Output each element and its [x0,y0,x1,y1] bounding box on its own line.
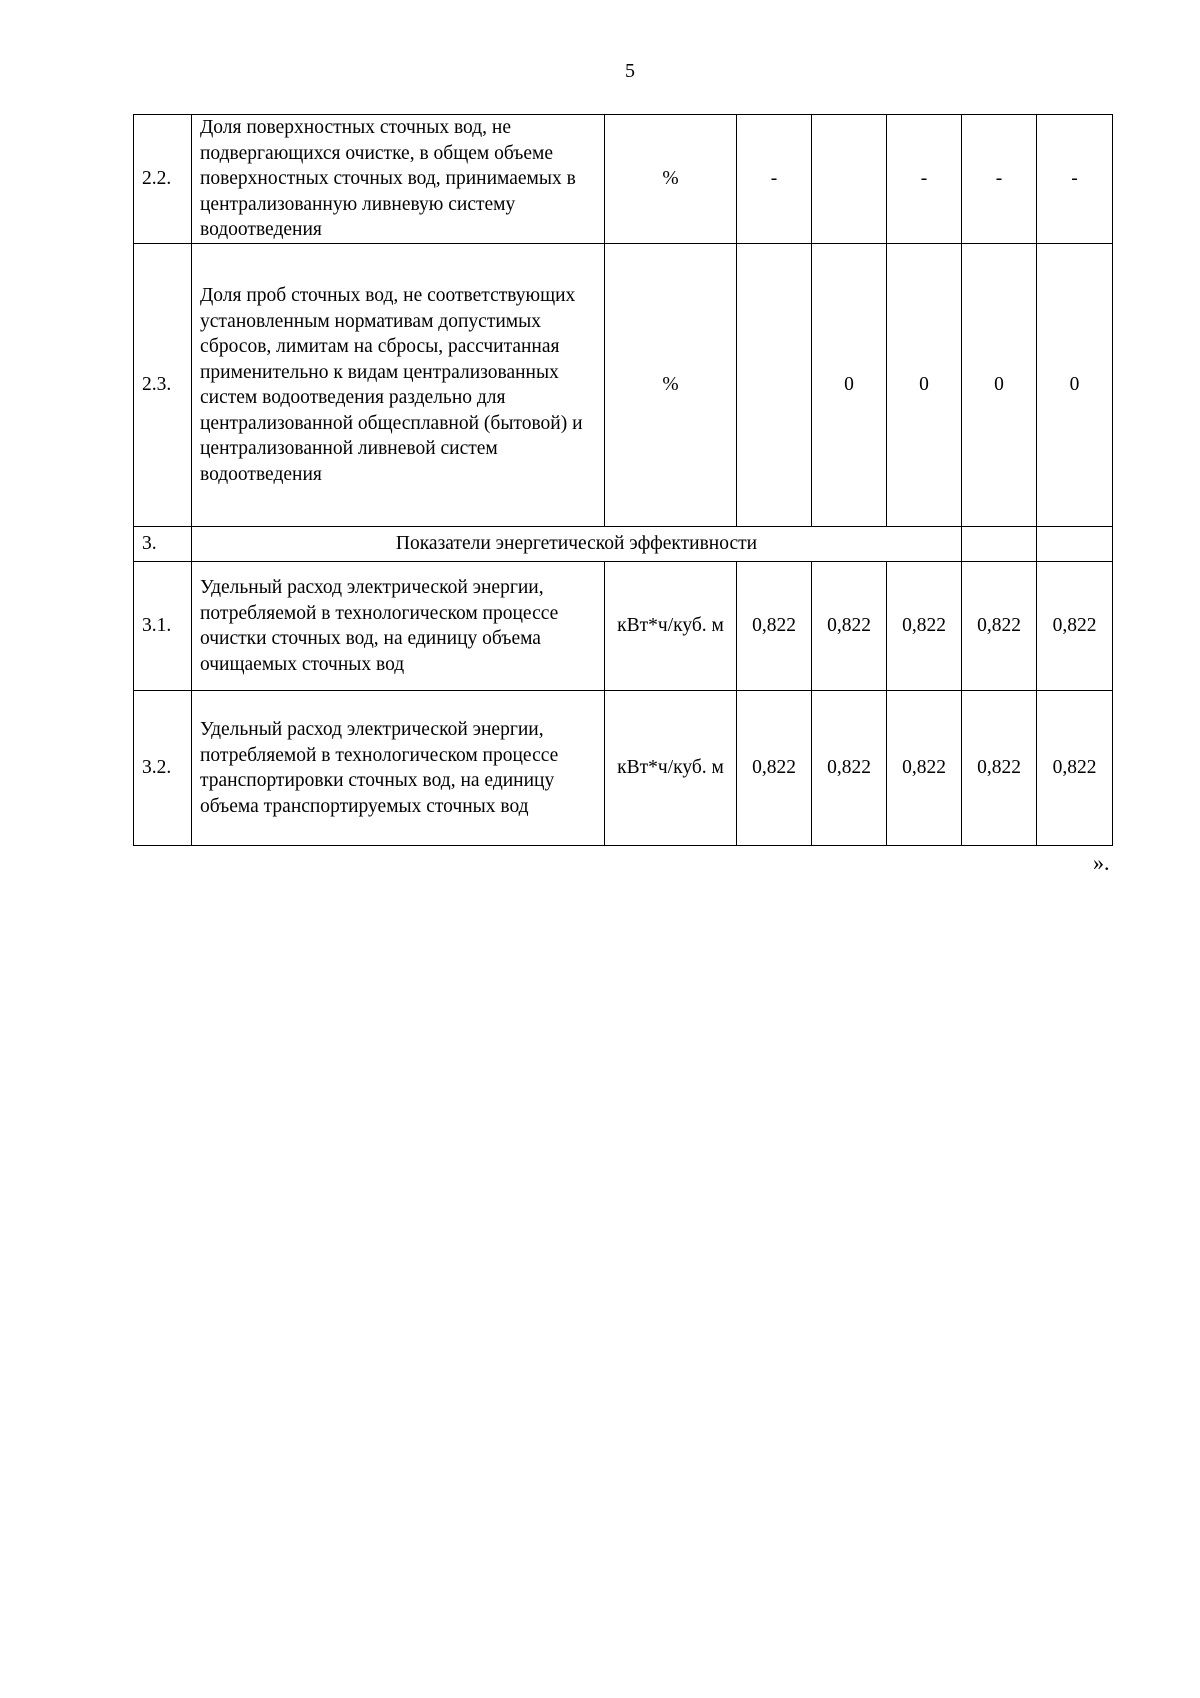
value-cell: 0,822 [812,691,887,846]
unit-cell: кВт*ч/куб. м [605,691,737,846]
value-cell: 0 [887,244,962,527]
indicator-name: Доля поверхностных сточных вод, не подвергающихся очистке, в общем объеме поверхностных сточных вод, принимаемых в централизованную ливневую систему водоотведения [192,115,605,244]
value-cell: - [1037,115,1113,244]
value-cell: - [887,115,962,244]
empty-cell [1037,527,1113,562]
value-cell: 0,822 [887,691,962,846]
unit-cell: % [605,244,737,527]
value-cell [812,115,887,244]
value-cell: 0,822 [887,562,962,691]
row-number: 3.1. [134,562,192,691]
value-cell: 0,822 [1037,562,1113,691]
indicator-name: Доля проб сточных вод, не соответствующих установленным нормативам допустимых сбросов, лимитам на сбросы, рассчитанная применительно к видам централизованных систем водоотведения раздельно для централизованной общесплавной (бытовой) и централизованной ливневой систем водоотведения [192,244,605,527]
table-row [134,691,1113,846]
value-cell [737,244,812,527]
value-cell: 0,822 [962,691,1037,846]
indicator-name: Удельный расход электрической энергии, потребляемой в технологическом процессе транспортировки сточных вод, на единицу объема транспортируемых сточных вод [192,691,605,846]
indicator-name: Удельный расход электрической энергии, потребляемой в технологическом процессе очистки сточных вод, на единицу объема очищаемых сточных вод [192,562,605,691]
value-cell: 0,822 [737,691,812,846]
table-row [134,562,1113,691]
empty-cell [962,527,1037,562]
page-number: 5 [625,60,635,82]
row-number: 3. [134,527,192,562]
unit-cell: % [605,115,737,244]
table-row [134,115,1113,244]
indicators-table [133,114,1113,846]
closing-quote: ». [1093,850,1110,875]
row-number: 3.2. [134,691,192,846]
table-row [134,244,1113,527]
value-cell: 0,822 [737,562,812,691]
section-title: Показатели энергетической эффективности [192,527,962,562]
value-cell: 0 [812,244,887,527]
value-cell: - [962,115,1037,244]
section-row [134,527,1113,562]
value-cell: - [737,115,812,244]
value-cell: 0,822 [1037,691,1113,846]
row-number: 2.2. [134,115,192,244]
value-cell: 0,822 [962,562,1037,691]
value-cell: 0,822 [812,562,887,691]
unit-cell: кВт*ч/куб. м [605,562,737,691]
row-number: 2.3. [134,244,192,527]
value-cell: 0 [962,244,1037,527]
value-cell: 0 [1037,244,1113,527]
